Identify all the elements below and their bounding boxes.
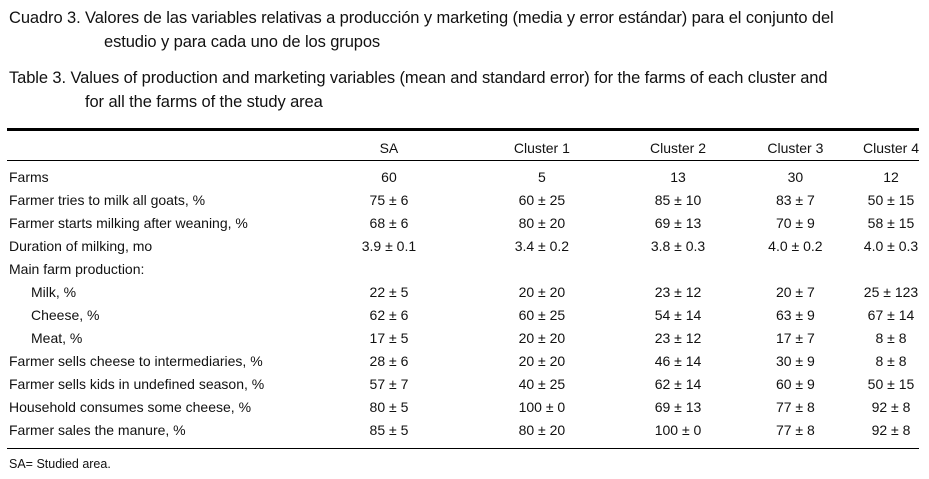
cell-cluster-1: 60 ± 25 xyxy=(518,192,566,208)
header-cell-cluster-1: Cluster 1 xyxy=(513,139,570,156)
cell-cluster-1: 80 ± 20 xyxy=(518,422,566,438)
cell-cluster-2: 85 ± 10 xyxy=(654,192,702,208)
table-row xyxy=(7,189,919,212)
cell-cluster-3: 77 ± 8 xyxy=(775,399,815,415)
cell-cluster-4: 92 ± 8 xyxy=(871,422,911,438)
cell-sa: 80 ± 5 xyxy=(369,399,409,415)
cell-cluster-2: 62 ± 14 xyxy=(654,376,702,392)
table-row xyxy=(7,419,919,442)
table-bottom-rule xyxy=(7,448,919,449)
cell-cluster-3: 30 xyxy=(787,169,804,185)
row-label: Household consumes some cheese, % xyxy=(9,399,252,415)
table-caption-english xyxy=(9,66,921,114)
cell-cluster-3: 4.0 ± 0.2 xyxy=(768,238,823,254)
cell-cluster-2 xyxy=(628,258,728,281)
caption-en-line2: for all the farms of the study area xyxy=(85,93,323,111)
table-body xyxy=(7,160,919,442)
header-cell-cluster-4: Cluster 4 xyxy=(862,139,919,156)
header-cell-cluster-3: Cluster 3 xyxy=(767,139,824,156)
cell-cluster-1: 40 ± 25 xyxy=(518,376,566,392)
data-table xyxy=(7,136,919,442)
cell-cluster-1: 60 ± 25 xyxy=(518,307,566,323)
cell-cluster-4: 50 ± 15 xyxy=(867,192,915,208)
table-row xyxy=(7,258,919,281)
cell-cluster-1: 20 ± 20 xyxy=(518,353,566,369)
cell-cluster-2: 100 ± 0 xyxy=(654,422,702,438)
cell-cluster-2: 46 ± 14 xyxy=(654,353,702,369)
cell-cluster-4: 92 ± 8 xyxy=(871,399,911,415)
cell-sa: 17 ± 5 xyxy=(369,330,409,346)
cell-sa xyxy=(322,258,455,281)
cell-cluster-4: 67 ± 14 xyxy=(867,307,915,323)
cell-cluster-2: 69 ± 13 xyxy=(654,399,702,415)
row-label: Farmer sells kids in undefined season, % xyxy=(9,376,265,392)
cell-cluster-3: 20 ± 7 xyxy=(775,284,815,300)
cell-cluster-1: 3.4 ± 0.2 xyxy=(514,238,570,254)
row-label: Meat, % xyxy=(31,330,83,346)
table-caption-spanish xyxy=(9,6,921,54)
cell-cluster-4: 8 ± 8 xyxy=(875,353,907,369)
cell-cluster-3: 17 ± 7 xyxy=(775,330,815,346)
table-row xyxy=(7,235,919,258)
table-row xyxy=(7,350,919,373)
cell-cluster-2: 23 ± 12 xyxy=(654,284,702,300)
cell-cluster-3: 70 ± 9 xyxy=(775,215,815,231)
table-row xyxy=(7,327,919,350)
table-top-rule xyxy=(7,128,919,131)
cell-cluster-2: 13 xyxy=(670,169,686,185)
caption-en-line1: Table 3. Values of production and marketing variables (mean and standard error) for the farms of each cluster and xyxy=(9,69,828,87)
row-label: Farms xyxy=(9,169,49,185)
cell-cluster-1: 100 ± 0 xyxy=(518,399,566,415)
cell-sa: 68 ± 6 xyxy=(369,215,409,231)
header-cell-cluster-2: Cluster 2 xyxy=(650,139,707,156)
cell-cluster-2: 54 ± 14 xyxy=(654,307,702,323)
cell-cluster-3 xyxy=(728,258,863,281)
cell-sa: 3.9 ± 0.1 xyxy=(361,238,417,254)
row-label: Farmer sales the manure, % xyxy=(9,422,186,438)
table-row xyxy=(7,304,919,327)
row-label: Farmer starts milking after weaning, % xyxy=(9,215,248,231)
cell-cluster-4: 25 ± 123 xyxy=(863,284,919,300)
caption-es-line1: Cuadro 3. Valores de las variables relativas a producción y marketing (media y error estándar) para el conjunto del xyxy=(9,9,834,27)
row-label: Milk, % xyxy=(31,284,77,300)
header-cell-label xyxy=(7,136,322,160)
cell-cluster-3: 60 ± 9 xyxy=(775,376,815,392)
cell-cluster-2: 3.8 ± 0.3 xyxy=(650,238,706,254)
cell-sa: 85 ± 5 xyxy=(369,422,409,438)
cell-cluster-1: 80 ± 20 xyxy=(518,215,566,231)
row-label: Farmer tries to milk all goats, % xyxy=(9,192,206,208)
cell-cluster-3: 63 ± 9 xyxy=(775,307,815,323)
cell-sa: 60 xyxy=(381,169,397,185)
cell-cluster-1 xyxy=(456,258,629,281)
header-row xyxy=(7,136,919,160)
cell-cluster-4: 50 ± 15 xyxy=(867,376,915,392)
cell-cluster-2: 69 ± 13 xyxy=(654,215,702,231)
cell-cluster-4: 12 xyxy=(883,169,899,185)
cell-sa: 57 ± 7 xyxy=(369,376,409,392)
row-label: Duration of milking, mo xyxy=(9,238,153,254)
header-cell-sa: SA xyxy=(379,139,399,156)
table-row xyxy=(7,373,919,396)
cell-cluster-2: 23 ± 12 xyxy=(654,330,702,346)
cell-cluster-1: 5 xyxy=(537,169,546,185)
cell-sa: 28 ± 6 xyxy=(369,353,409,369)
row-label: Farmer sells cheese to intermediaries, % xyxy=(9,353,263,369)
cell-sa: 75 ± 6 xyxy=(369,192,409,208)
cell-cluster-3: 30 ± 9 xyxy=(775,353,815,369)
cell-cluster-1: 20 ± 20 xyxy=(518,284,566,300)
cell-cluster-1: 20 ± 20 xyxy=(518,330,566,346)
table-row xyxy=(7,212,919,235)
cell-cluster-4: 8 ± 8 xyxy=(875,330,907,346)
row-label: Cheese, % xyxy=(31,307,100,323)
cell-sa: 22 ± 5 xyxy=(369,284,409,300)
cell-cluster-3: 83 ± 7 xyxy=(775,192,815,208)
table-row xyxy=(7,396,919,419)
table-footnote: SA= Studied area. xyxy=(9,457,111,471)
cell-cluster-4: 4.0 ± 0.3 xyxy=(863,238,919,254)
cell-sa: 62 ± 6 xyxy=(369,307,409,323)
cell-cluster-3: 77 ± 8 xyxy=(775,422,815,438)
cell-cluster-4: 58 ± 15 xyxy=(867,215,915,231)
caption-es-line2: estudio y para cada uno de los grupos xyxy=(104,33,381,51)
table-row xyxy=(7,281,919,304)
cell-cluster-4 xyxy=(863,258,919,281)
row-label: Main farm production: xyxy=(9,261,145,277)
table-row xyxy=(7,160,919,189)
